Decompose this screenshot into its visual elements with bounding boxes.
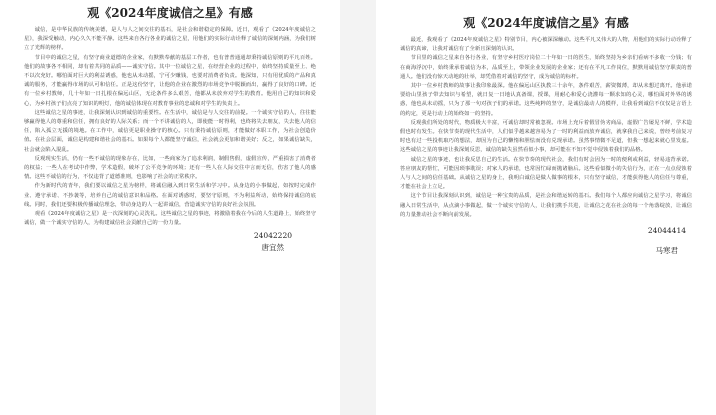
right-document-page	[376, 0, 716, 415]
right-paragraph-5: 诚信之星的事迹，也让我反思自己的生活。在快节奏的现代社会，我们有时会因为一时的便利或利益，轻易违背承诺。答应朋友的帮忙，可能因琐事耽误；对家人的承诺，也常因忙碌而抛诸脑后。这些看似微小的失信行为，正在一点点侵蚀着人与人之间的信任基础。从诚信之星的身上，我明白诚信是做人做事的根本，只有坚守诚信，才能获得他人的信任与尊重，才能在社会上立足。	[400, 156, 692, 191]
right-paragraph-1: 最近，我观看了《2024年度诚信之星》特别节目，内心被深深触动。这些平凡又伟大的人物，用他们的实际行动诠释了诚信的真谛，让我对诚信有了全新且深刻的认识。	[400, 37, 692, 53]
left-paragraph-6: 观看《2024年度诚信之星》是一次深刻的心灵洗礼。这些诚信之星的事迹，将激励着我在今后的人生道路上，始终坚守诚信，做一个诚实守信的人，为构建诚信社会贡献自己的一份力量。	[24, 211, 316, 227]
right-paragraph-4: 反观我们所处的时代，物质极大丰富，可诚信却时常被忽视。市场上充斥着假冒伪劣商品，虚假广告屡见不鲜，学术造假也时有发生。在快节奏的现代生活中，人们似乎越来越容易为了一时的利益而放弃诚信，就拿我自己来说，曾经考前复习时也有过一些投机取巧的想法，却因为自己的懒惰和胆怯而没有兑现承诺。虽然事情微不足道，但我一想起来就心里发虚。这些诚信之星的事迹让我深刻反思，诚信的缺失虽然看似小事，却可能在不知不觉中侵蚀着我们的品格。	[400, 119, 692, 154]
right-page-title: 观《2024年度诚信之星》有感	[463, 16, 629, 30]
left-paragraph-2: 节目中的诚信之星，有坚守商业道德的企业家，有默默奉献的基层工作者，也有普普通通却秉持诚信原则的平凡百姓。他们的故事各不相同，却有着共同的品质——诚实守信。其中一位诚信之星，在经营企业的过程中，始终坚持质量至上、绝不以次充好。哪怕面对巨大的利益诱惑，他也从未动摇，宁可少赚钱，也要对消费者负责。他深知，只有用优质的产品和真诚的服务，才能赢得市场的认可和信任。正是这份坚守，让他的企业在激烈的市场竞争中脱颖而出，赢得了良好的口碑。还有一位乡村教师，几十年如一日扎根在偏远山区，无论条件多么艰苦，他都从未放弃对学生的教育。他用自己的知识和爱心，为乡村孩子们点亮了知识的明灯，他的诚信体现在对教育事业的忠诚和对学生的负责上。	[24, 54, 316, 107]
left-page-title: 观《2024年度诚信之星》有感	[87, 6, 253, 20]
left-student-name: 唐宜然	[261, 243, 284, 253]
left-paragraph-5: 作为新时代的青年，我们要以诚信之星为榜样，将诚信融入到日常生活和学习中。从身边的小事做起，如按时完成作业、遵守承诺、不抄袭等，培养自己的诚信意识和品格。在面对诱惑时，要坚守原则，不为利益所动，始终保持诚信的底线。同时，我们还要积极传播诚信理念，带动身边的人一起讲诚信，营造诚实守信的良好社会氛围。	[24, 183, 316, 208]
left-paragraph-3: 这些诚信之星的事迹，让我深刻认识到诚信的重要性。在生活中，诚信是与人交往的前提。一个诚实守信的人，往往能够赢得他人的尊重和信任，拥有良好的人际关系；而一个不讲诚信的人，即使能一时得利，也终将失去朋友，失去他人的信任，陷入孤立无援的境地。在工作中，诚信更是职业操守的核心。只有秉持诚信原则，才能做好本职工作，为社会创造价值。在社会层面，诚信是构建和谐社会的基石。如果每个人都能坚守诚信，社会就会更加和谐美好；反之，如果诚信缺失，社会就会陷入混乱。	[24, 109, 316, 153]
left-student-id: 24042220	[253, 231, 292, 241]
left-document-page	[0, 0, 340, 415]
right-student-id: 24044414	[647, 226, 686, 236]
right-paragraph-6: 这个节目让我深刻认识到，诚信是一种宝贵的品质，是社会和谐运转的基石。我们每个人都应向诚信之星学习，将诚信融入日常生活中，从点滴小事做起，做一个诚实守信的人，让我们携手共进，让诚信之花在社会的每一个角落绽放，让诚信的力量推动社会不断向前发展。	[400, 193, 692, 218]
right-student-name: 马寒君	[655, 246, 678, 256]
right-paragraph-3: 其中一位乡村教师的故事让我印象最深。他在偏远山区执教三十余年，条件艰苦，薪资微薄，却从未想过离开。他承诺要给山里孩子带去知识与希望，就日复一日地认真备课，授课，用耐心和爱心浇灌每一颗求知的心灵，哪怕面对外界的诱惑，他也从未动摇，只为了那一句对孩子们的承诺。这些纯粹的坚守，是诚信最动人的模样，让我看到诚信不仅仅是言语上的约定，更是行动上的始终如一的坚持。	[400, 83, 692, 117]
left-paragraph-4: 反观现实生活，仍有一些不诚信的现象存在，比如，一些商家为了追求利润，制假售假，虚假宣传，严重损害了消费者的权益；一些人在考试中作弊，学术造假，破坏了公平竞争的环境；还有一些人在人际交往中言而无信，伤害了他人的感情。这些不诚信的行为，不仅违背了道德准则，也影响了社会的正常秩序。	[24, 155, 316, 181]
right-paragraph-2: 节目里的诚信之星来自各行各业，有坚守乡村医疗岗位二十年如一日的医生，始终坚持为乡亲们看病不多收一分钱；有在商海浮沉中，始终秉承着诚信为本，品质至上，带领企业发展的企业家；还有在平凡工作岗位，默默用诚信坚守职责的普通人。他们没有惊天动地的壮举，却凭借着对诚信的坚守，成为诚信的标杆。	[400, 55, 692, 80]
page-gutter	[340, 0, 376, 415]
left-paragraph-1: 诚信，是中华民族的传统美德，是人与人之间交往的基石，是社会和谐稳定的保障。近日，观看了《2024年度诚信之星》，我深受触动，内心久久不能平静。这些来自各行各业的诚信之星，用他们的实际行动诠释了诚信的深刻内涵，为我们树立了光辉的榜样。	[24, 27, 316, 52]
